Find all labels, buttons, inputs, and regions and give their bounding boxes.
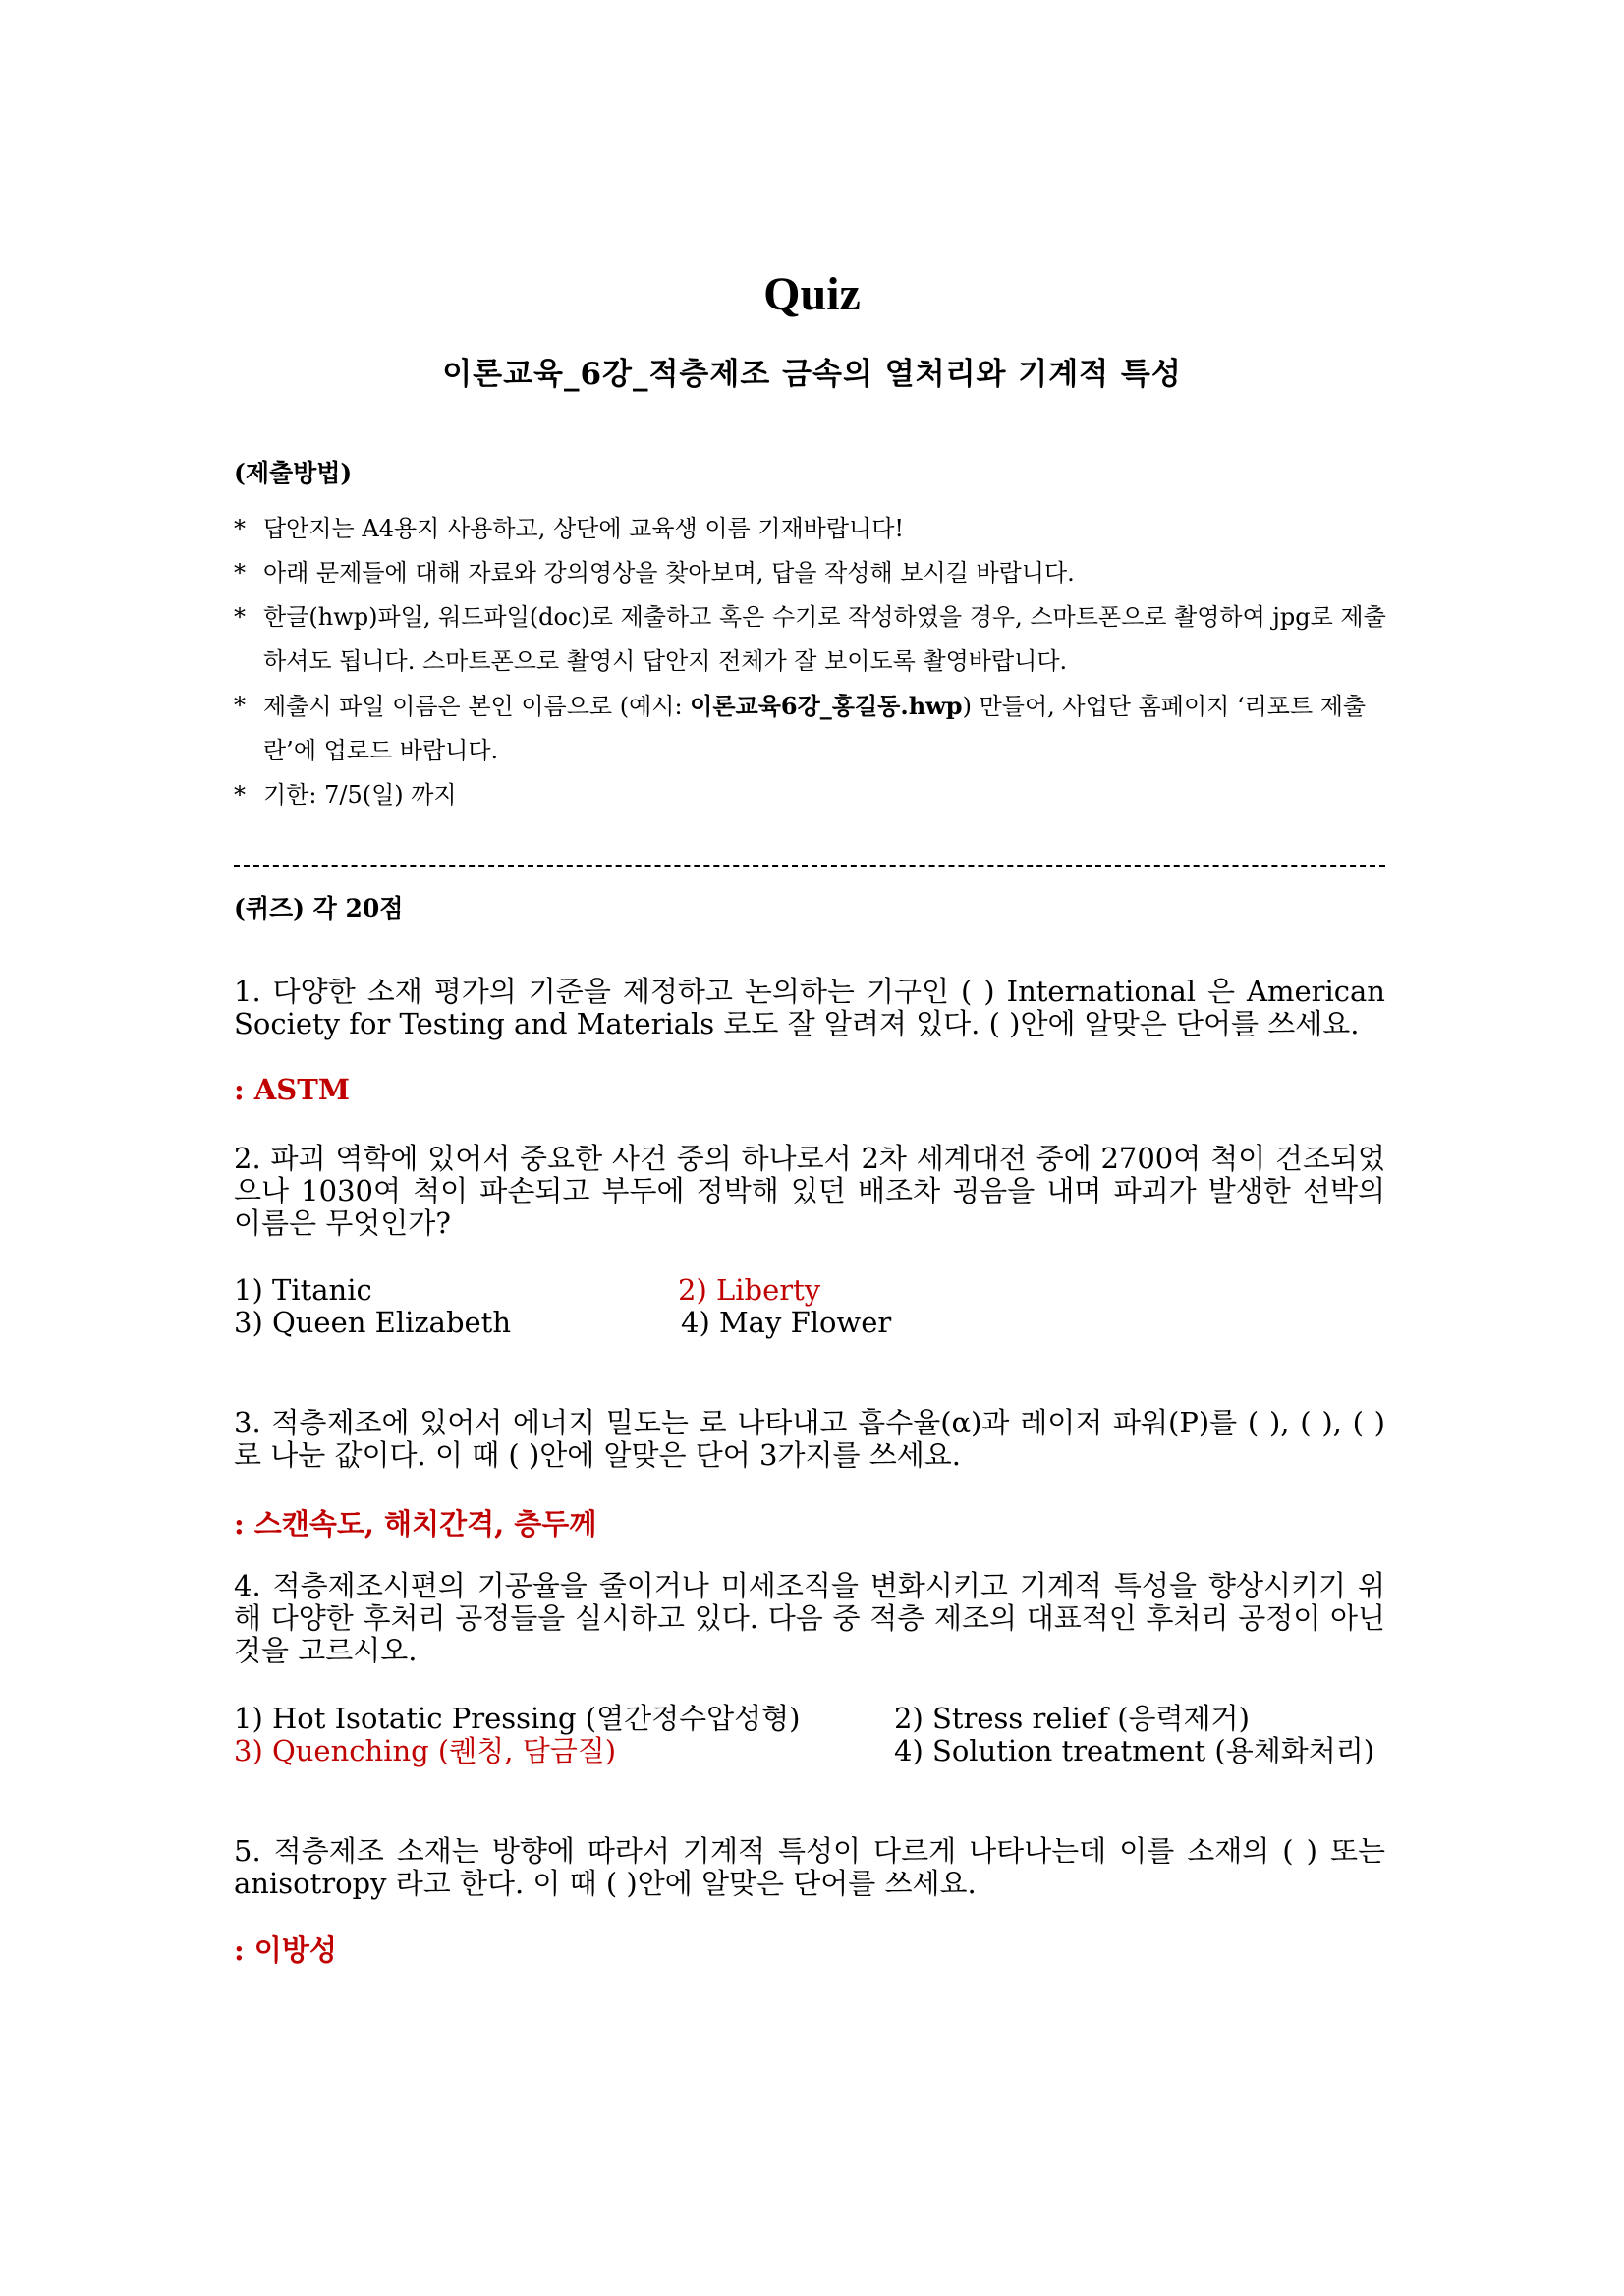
list-item-text: 답안지는 A4용지 사용하고, 상단에 교육생 이름 기재바랍니다! — [263, 515, 905, 542]
asterisk-icon: * — [234, 781, 246, 809]
answer-3: : 스캔속도, 해치간격, 층두께 — [234, 1507, 597, 1540]
option-4: 4) May Flower — [681, 1306, 892, 1339]
asterisk-icon: * — [234, 603, 246, 631]
option-1: 1) Titanic — [234, 1273, 372, 1307]
question-5: 5. 적층제조 소재는 방향에 따라서 기계적 특성이 다르게 나타나는데 이를 소재의 ( ) 또는 anisotropy 라고 한다. 이 때 ( )안에 알맞은 단어를 쓰세요. — [234, 1834, 1385, 1900]
example-filename: 이론교육6강_홍길동.hwp — [690, 692, 963, 720]
option-2: 2) Stress relief (응력제거) — [894, 1702, 1250, 1735]
option-4: 4) Solution treatment (용체화처리) — [894, 1734, 1375, 1767]
question-3: 3. 적층제조에 있어서 에너지 밀도는 로 나타내고 흡수율(α)과 레이저 파워(P)를 ( ), ( ), ( ) 로 나눈 값이다. 이 때 ( )안에 알맞은 단어 3가지를 쓰세요. — [234, 1406, 1385, 1472]
list-item-text: 아래 문제들에 대해 자료와 강의영상을 찾아보며, 답을 작성해 보시길 바랍니다. — [263, 559, 1075, 587]
asterisk-icon: * — [234, 515, 246, 542]
option-2-correct: 2) Liberty — [678, 1273, 821, 1307]
page-title: Quiz — [763, 268, 861, 320]
list-item-text-before: 제출시 파일 이름은 본인 이름으로 (예시: — [263, 693, 691, 720]
list-item — [234, 773, 1393, 817]
submission-section — [234, 454, 1393, 817]
option-1: 1) Hot Isotatic Pressing (열간정수압성형) — [234, 1702, 801, 1735]
quiz-heading: (퀴즈) 각 20점 — [234, 894, 404, 923]
answer-1: : ASTM — [234, 1073, 350, 1106]
asterisk-icon: * — [234, 559, 246, 587]
deadline-text: 기한: 7/5(일) 까지 — [263, 781, 457, 809]
submission-list — [234, 507, 1393, 817]
list-item — [234, 595, 1393, 684]
option-3: 3) Queen Elizabeth — [234, 1306, 511, 1339]
list-item — [234, 684, 1393, 773]
submission-heading: (제출방법) — [234, 459, 353, 487]
option-3-correct: 3) Quenching (퀜칭, 담금질) — [234, 1734, 617, 1767]
question-4: 4. 적층제조시편의 기공율을 줄이거나 미세조직을 변화시키고 기계적 특성을 향상시키기 위해 다양한 후처리 공정들을 실시하고 있다. 다음 중 적층 제조의 대표적인 후처리 공정이 아닌 것을 고르시오. — [234, 1569, 1385, 1667]
list-item — [234, 507, 1393, 551]
question-2: 2. 파괴 역학에 있어서 중요한 사건 중의 하나로서 2차 세계대전 중에 2700여 척이 건조되었으나 1030여 척이 파손되고 부두에 정박해 있던 배조차 굉음을 내며 파괴가 발생한 선박의 이름은 무엇인가? — [234, 1142, 1385, 1240]
asterisk-icon: * — [234, 692, 246, 719]
list-item-text-after: ) 만들어, 사업단 홈페이지 ‘리포트 제출란’에 업로드 바랍니다. — [263, 693, 1367, 764]
question-1: 1. 다양한 소재 평가의 기준을 제정하고 논의하는 기구인 ( ) International 은 American Society for Testing and Materials 로도 잘 알려져 있다. ( )안에 알맞은 단어를 쓰세요. — [234, 975, 1385, 1040]
answer-5: : 이방성 — [234, 1933, 337, 1967]
list-item-text: 한글(hwp)파일, 워드파일(doc)로 제출하고 혹은 수기로 작성하였을 경우, 스마트폰으로 촬영하여 jpg로 제출하셔도 됩니다. 스마트폰으로 촬영시 답안지 전체가 잘 보이도록 촬영바랍니다. — [263, 603, 1386, 675]
list-item — [234, 551, 1393, 595]
section-divider — [234, 865, 1385, 867]
page-subtitle: 이론교육_6강_적층제조 금속의 열처리와 기계적 특성 — [442, 357, 1182, 392]
